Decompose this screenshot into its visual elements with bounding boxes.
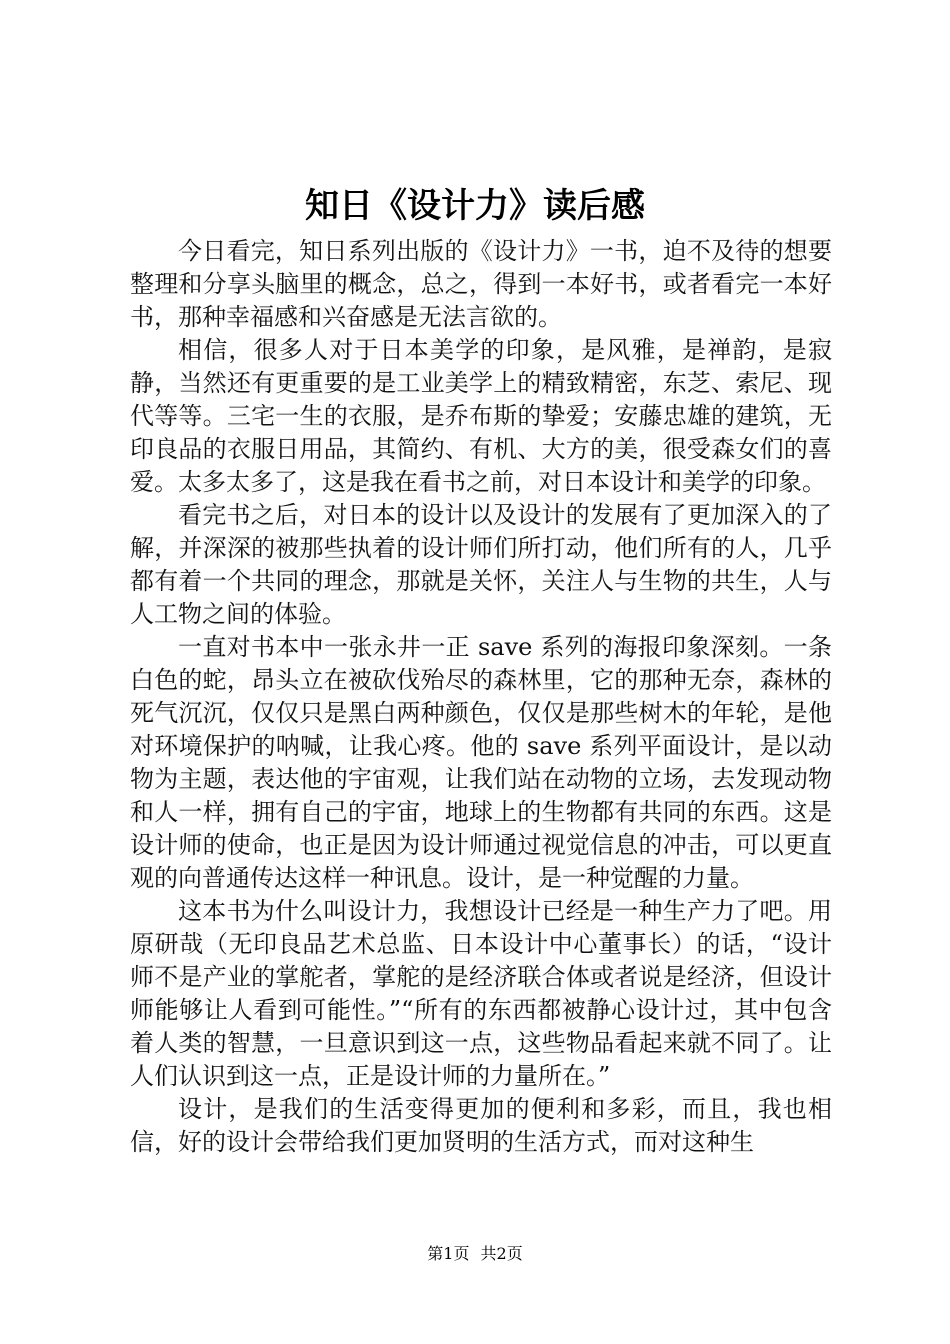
article-body (130, 235, 832, 1159)
paragraph-4: 一直对书本中一张永井一正 save 系列的海报印象深刻。一条白色的蛇，昂头立在被砍伐殆尽的森林里，它的那种无奈，森林的死气沉沉，仅仅只是黑白两种颜色，仅仅是那些树木的年轮，是他对环境保护的呐喊，让我心疼。他的 save 系列平面设计，是以动物为主题，表达他的宇宙观，让我们站在动物的立场，去发现动物和人一样，拥有自己的宇宙，地球上的生物都有共同的东西。这是设计师的使命，也正是因为设计师通过视觉信息的冲击，可以更直观的向普通传达这样一种讯息。设计，是一种觉醒的力量。 (130, 633, 832, 892)
page-total: 共2页 (480, 1244, 523, 1263)
paragraph-3: 看完书之后，对日本的设计以及设计的发展有了更加深入的了解，并深深的被那些执着的设计师们所打动，他们所有的人，几乎都有着一个共同的理念，那就是关怀，关注人与生物的共生，人与人工物之间的体验。 (130, 501, 832, 628)
page-number: 第1页 (427, 1244, 470, 1263)
page-footer (0, 1243, 950, 1265)
paragraph-5: 这本书为什么叫设计力，我想设计已经是一种生产力了吧。用原研哉（无印良品艺术总监、日本设计中心董事长）的话，“设计师不是产业的掌舵者，掌舵的是经济联合体或者说是经济，但设计师能够让人看到可能性。”“所有的东西都被静心设计过，其中包含着人类的智慧，一旦意识到这一点，这些物品看起来就不同了。让人们认识到这一点，正是设计师的力量所在。” (130, 897, 832, 1090)
paragraph-2: 相信，很多人对于日本美学的印象，是风雅，是禅韵，是寂静，当然还有更重要的是工业美学上的精致精密，东芝、索尼、现代等等。三宅一生的衣服，是乔布斯的挚爱；安藤忠雄的建筑，无印良品的衣服日用品，其简约、有机、大方的美，很受森女们的喜爱。太多太多了，这是我在看书之前，对日本设计和美学的印象。 (130, 336, 832, 496)
paragraph-6: 设计，是我们的生活变得更加的便利和多彩，而且，我也相信，好的设计会带给我们更加贤明的生活方式，而对这种生 (130, 1095, 832, 1156)
paragraph-1: 今日看完，知日系列出版的《设计力》一书，迫不及待的想要整理和分享头脑里的概念，总之，得到一本好书，或者看完一本好书，那种幸福感和兴奋感是无法言欲的。 (130, 237, 832, 331)
page-title: 知日《设计力》读后感 (305, 186, 645, 226)
